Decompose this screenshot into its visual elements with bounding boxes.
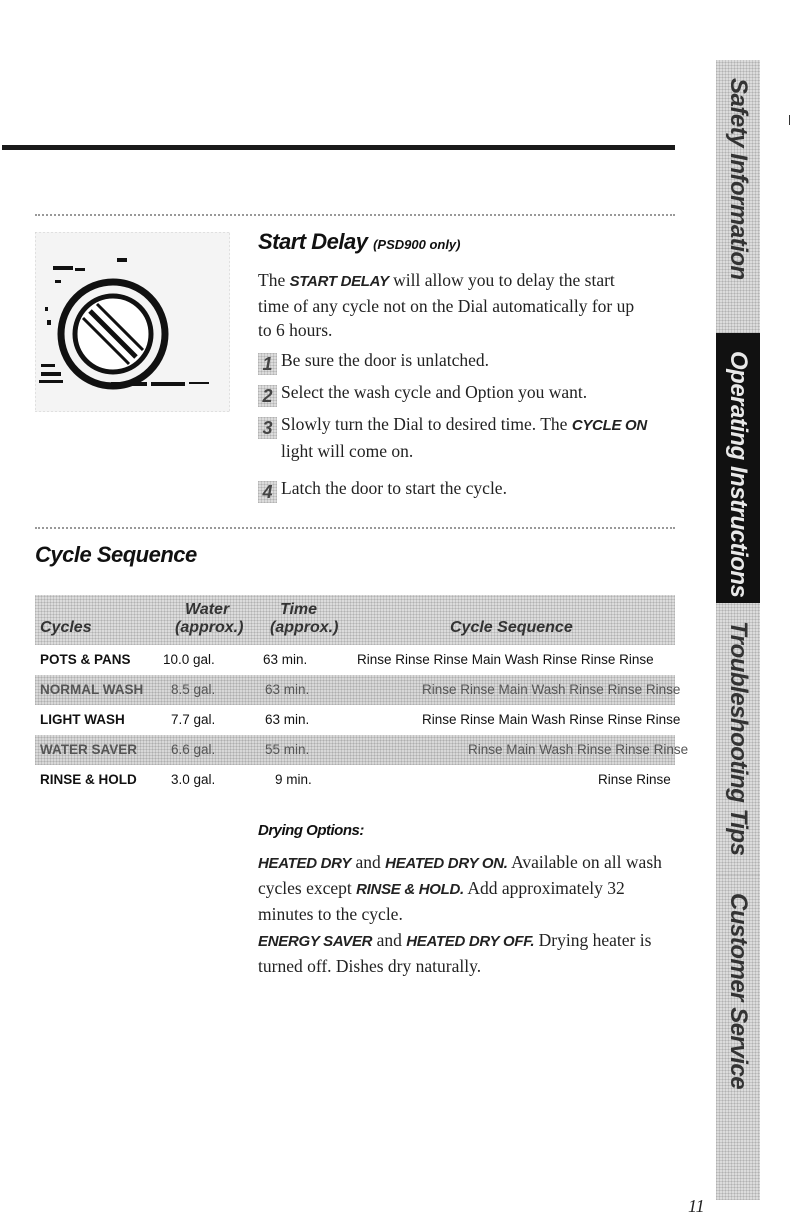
page-number: 11 xyxy=(688,1196,705,1216)
table-row: LIGHT WASH 7.7 gal. 63 min. Rinse Rinse Main Wash Rinse Rinse Rinse xyxy=(40,712,681,727)
tab-troubleshooting-tips[interactable]: Troubleshooting Tips xyxy=(716,603,760,875)
cycle-sequence-heading: Cycle Sequence xyxy=(35,542,197,567)
step-1: 1 Be sure the door is unlatched. xyxy=(258,348,489,375)
tab-operating-instructions[interactable]: Operating Instructions xyxy=(716,333,760,603)
margin-tick xyxy=(789,115,790,125)
header-time: Time xyxy=(280,601,318,618)
header-time-approx: (approx.) xyxy=(270,619,339,636)
step-number-3: 3 xyxy=(258,417,277,439)
step-number-2: 2 xyxy=(258,385,277,407)
table-row: WATER SAVER 6.6 gal. 55 min. Rinse Main Wash Rinse Rinse Rinse xyxy=(35,735,675,765)
tab-customer-service[interactable]: Customer Service xyxy=(716,875,760,1200)
drying-option-heated: HEATED DRY and HEATED DRY ON. Available on all wash cycles except RINSE & HOLD. Add approximately 32 minutes to the cycle. xyxy=(258,852,662,924)
drying-option-energy-saver: ENERGY SAVER and HEATED DRY OFF. Drying heater is turned off. Dishes dry naturally. xyxy=(258,930,652,976)
tab-safety-information[interactable]: Safety Information xyxy=(716,60,760,333)
step-number-1: 1 xyxy=(258,353,277,375)
step-number-4: 4 xyxy=(258,481,277,503)
header-cycle-sequence: Cycle Sequence xyxy=(450,619,573,636)
table-row: POTS & PANS 10.0 gal. 63 min. Rinse Rinse Rinse Main Wash Rinse Rinse Rinse xyxy=(40,652,654,667)
drying-options-heading: Drying Options: xyxy=(258,822,364,839)
table-row: NORMAL WASH 8.5 gal. 63 min. Rinse Rinse Main Wash Rinse Rinse Rinse xyxy=(35,675,675,705)
table-row: RINSE & HOLD 3.0 gal. 9 min. Rinse Rinse xyxy=(40,772,671,787)
header-water-approx: (approx.) xyxy=(175,619,244,636)
divider xyxy=(35,214,675,216)
start-delay-dial-illustration xyxy=(35,232,230,412)
step-2: 2 Select the wash cycle and Option you want. xyxy=(258,380,587,407)
step-3: 3 Slowly turn the Dial to desired time. The CYCLE ON light will come on. xyxy=(258,412,647,463)
start-delay-intro: The START DELAY will allow you to delay the start time of any cycle not on the Dial automatically for up to 6 hours. xyxy=(258,270,635,340)
header-water: Water xyxy=(185,601,230,618)
step-4: 4 Latch the door to start the cycle. xyxy=(258,476,507,503)
divider xyxy=(35,527,675,529)
top-rule xyxy=(2,145,675,150)
start-delay-heading: Start Delay (PSD900 only) xyxy=(258,229,461,254)
cycle-sequence-table xyxy=(35,595,689,795)
table-header xyxy=(35,595,675,645)
header-cycles: Cycles xyxy=(40,619,92,636)
